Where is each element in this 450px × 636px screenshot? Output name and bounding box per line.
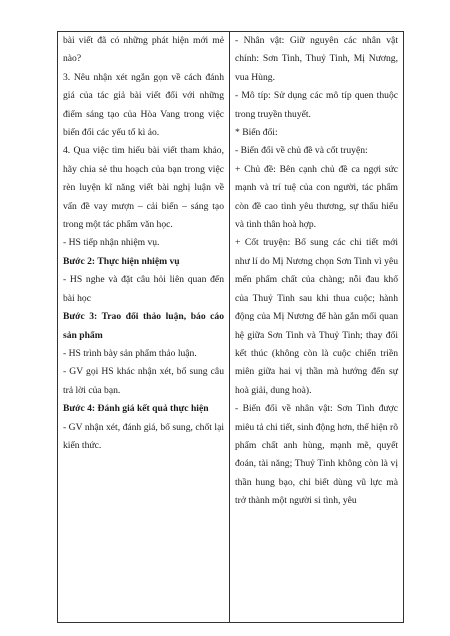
- paragraph: - HS trình bày sản phẩm thảo luận.: [63, 347, 197, 359]
- paragraph: 4. Qua việc tìm hiểu bài viết tham khảo, hãy chia sẻ thu hoạch của bạn trong việc rèn luyện kĩ năng viết bài nghị luận về vấn đề vay mượn – cải biến – sáng tạo trong một tác phẩm văn học.: [63, 145, 224, 231]
- paragraph: - Nhân vật: Giữ nguyên các nhân vật chính: Sơn Tinh, Thuỷ Tinh, Mị Nương, vua Hùng.: [235, 35, 398, 83]
- paragraph: - HS tiếp nhận nhiệm vụ.: [63, 237, 160, 249]
- step-heading: Bước 4: Đánh giá kết quả thực hiện: [63, 403, 209, 415]
- paragraph: - HS nghe và đặt câu hỏi liên quan đến bài học: [63, 274, 224, 304]
- lesson-table: [57, 31, 404, 623]
- table-row: [58, 32, 404, 623]
- paragraph: bài viết đã có những phát hiện mới mẻ nào?: [63, 35, 224, 65]
- paragraph: - GV gọi HS khác nhận xét, bổ sung câu trả lời của bạn.: [63, 366, 224, 396]
- paragraph: 3. Nêu nhận xét ngắn gọn về cách đánh giá của tác giả bài viết đối với những điểm sáng tạo của Hòa Vang trong việc biến đổi các yếu tố kì ảo.: [63, 71, 224, 139]
- paragraph: - Biến đổi về chủ đề và cốt truyện:: [235, 145, 368, 157]
- paragraph: - GV nhận xét, đánh giá, bổ sung, chốt lại kiến thức.: [63, 421, 224, 451]
- paragraph: + Cốt truyện: Bổ sung các chi tiết mới như lí do Mị Nương chọn Sơn Tinh vì yêu mến phẩm chất của chàng; nỗi đau khổ của Thuỷ Tinh sau khi thua cuộc; hành động của Mị Nương để hàn gắn mối quan hệ giữa Sơn Tinh và Thuỷ Tinh; thay đổi kết thúc (không còn là cuộc chiến triền miên giữa hai vị thần mà hướng đến sự hoà giải, dung hoà).: [235, 237, 398, 396]
- paragraph: * Biến đổi:: [235, 127, 278, 139]
- step-heading: Bước 2: Thực hiện nhiệm vụ: [63, 255, 180, 267]
- paragraph: - Mô típ: Sử dụng các mô típ quen thuộc trong truyền thuyết.: [235, 90, 398, 120]
- paragraph: + Chủ đề: Bên cạnh chủ đề ca ngợi sức mạnh và trí tuệ của con người, tác phẩm còn đề cao tình yêu thương, sự thấu hiểu và tình thân hoà hợp.: [235, 163, 398, 231]
- paragraph: - Biến đổi về nhân vật: Sơn Tinh được miêu tả chi tiết, sinh động hơn, thể hiện rõ phẩm chất anh hùng, mạnh mẽ, quyết đoán, tài năng; Thuỷ Tinh không còn là vị thần hung bạo, chỉ biết dùng vũ lực mà trở thành một người si tình, yêu: [235, 403, 398, 507]
- right-column-cell: [230, 32, 404, 623]
- step-heading: Bước 3: Trao đổi thảo luận, báo cáo sản phẩm: [63, 311, 224, 341]
- left-column-cell: [58, 32, 230, 623]
